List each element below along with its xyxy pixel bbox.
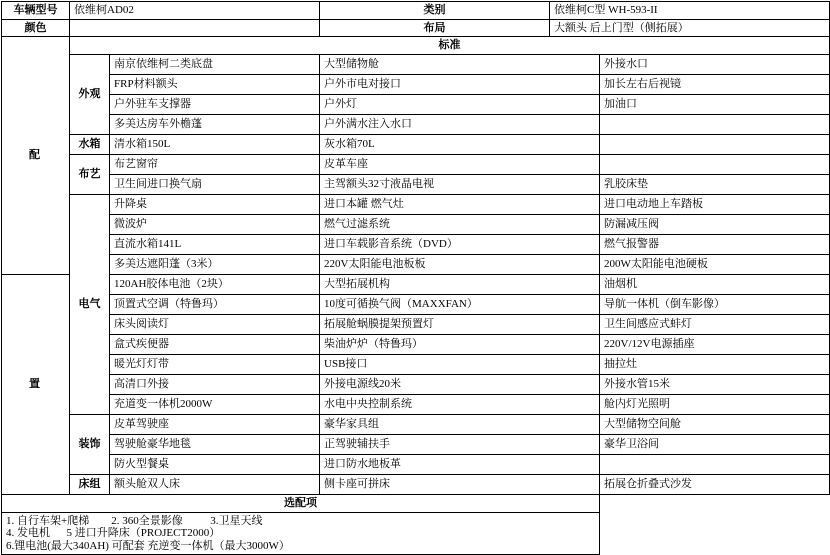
header-row-color (2, 19, 830, 37)
spec-item: 豪华卫浴间 (600, 434, 830, 454)
spec-item: 10度可循换气阀（MAXXFAN） (320, 294, 600, 314)
spec-item: 盒式疾便器 (110, 334, 320, 354)
spec-item: 皮革驾驶座 (110, 414, 320, 434)
side-label-top: 配 (2, 37, 70, 275)
spec-item: 卫生间感应式蚌灯 (600, 314, 830, 334)
standard-banner: 标准 (70, 37, 830, 55)
layout-value: 大额头 后上门型（侧拓展） (550, 19, 830, 37)
spec-item: 220V太阳能电池板板 (320, 254, 600, 274)
group-label-electrical: 电气 (70, 194, 110, 414)
spec-item: 正驾驶辅扶手 (320, 434, 600, 454)
options-title-row (2, 494, 830, 512)
spec-table (1, 1, 830, 555)
options-list (2, 512, 600, 555)
header-row-model (2, 2, 830, 20)
standard-banner-row (2, 37, 830, 55)
table-row (2, 274, 830, 294)
spec-item: 户外灯 (320, 94, 600, 114)
options-body-row (2, 512, 830, 555)
spec-item: 水电中央控制系统 (320, 394, 600, 414)
spec-item: USB接口 (320, 354, 600, 374)
table-row (2, 254, 830, 274)
spec-item: 外接电源线20米 (320, 374, 600, 394)
table-row (2, 474, 830, 494)
spec-item: 额头舱双人床 (110, 474, 320, 494)
table-row (2, 374, 830, 394)
table-row (2, 174, 830, 194)
table-row (2, 354, 830, 374)
spec-item: 豪华家具组 (320, 414, 600, 434)
spec-item: 油烟机 (600, 274, 830, 294)
spec-item: 南京依维柯二类底盘 (110, 54, 320, 74)
group-label-watertank: 水箱 (70, 134, 110, 154)
spec-item: 皮革车座 (320, 154, 600, 174)
spec-item: 柴油炉炉（特鲁玛） (320, 334, 600, 354)
spec-item: 主驾额头32寸液晶电视 (320, 174, 600, 194)
spec-item: 拓展仓折叠式沙发 (600, 474, 830, 494)
spec-item: 进口车载影音系统（DVD） (320, 234, 600, 254)
table-row (2, 114, 830, 134)
spec-item: 驾驶舱豪华地毯 (110, 434, 320, 454)
spec-item: 舱内灯光照明 (600, 394, 830, 414)
spec-item: 充道变一体机2000W (110, 394, 320, 414)
table-row (2, 94, 830, 114)
spec-item: 高清口外接 (110, 374, 320, 394)
options-line: 4. 发电机 5 进口升降床（PROJECT2000） (6, 527, 221, 540)
spec-item: 户外市电对接口 (320, 74, 600, 94)
group-label-fabric: 布艺 (70, 154, 110, 194)
spec-item: 导航一体机（倒车影像） (600, 294, 830, 314)
table-row (2, 154, 830, 174)
table-row (2, 434, 830, 454)
spec-item: 进口本罐 燃气灶 (320, 194, 600, 214)
table-row (2, 334, 830, 354)
spec-item: 进口电动地上车踏板 (600, 194, 830, 214)
spec-item: 120AH胶体电池（2块） (110, 274, 320, 294)
table-row (2, 54, 830, 74)
spec-sheet (0, 1, 830, 552)
color-label: 颜色 (2, 19, 70, 37)
spec-item: 布艺窗帘 (110, 154, 320, 174)
table-row (2, 74, 830, 94)
spec-item: 暖光灯灯带 (110, 354, 320, 374)
table-row (2, 214, 830, 234)
layout-label: 布局 (320, 19, 550, 37)
spec-item: 大型储物空间舱 (600, 414, 830, 434)
spec-item: 户外满水注入水口 (320, 114, 600, 134)
table-row (2, 314, 830, 334)
spec-item (600, 454, 830, 474)
options-line: 6.锂电池(最大340AH) 可配套 充逆变一体机（最大3000W） (6, 539, 290, 552)
spec-item: 床头阅读灯 (110, 314, 320, 334)
spec-item: 卫生间进口换气扇 (110, 174, 320, 194)
table-row (2, 134, 830, 154)
table-row (2, 194, 830, 214)
spec-item: 燃气过滤系统 (320, 214, 600, 234)
table-row (2, 234, 830, 254)
color-value (70, 19, 320, 37)
category-label: 类别 (320, 2, 550, 20)
spec-item (600, 114, 830, 134)
spec-item: 大型储物舱 (320, 54, 600, 74)
spec-item: 进口防水地板革 (320, 454, 600, 474)
category-value: 依维柯C型 WH-593-II (550, 2, 830, 20)
spec-item: 多美达房车外檐蓬 (110, 114, 320, 134)
spec-item: 燃气报警器 (600, 234, 830, 254)
spec-item: 侧卡座可拼床 (320, 474, 600, 494)
spec-item: 拓展舱蜗膜提架预置灯 (320, 314, 600, 334)
spec-item: 升降桌 (110, 194, 320, 214)
table-row (2, 294, 830, 314)
options-title: 选配项 (2, 494, 600, 512)
spec-item: 灰水箱70L (320, 134, 600, 154)
group-label-decoration: 装饰 (70, 414, 110, 474)
spec-item: 加油口 (600, 94, 830, 114)
model-label: 车辆型号 (2, 2, 70, 20)
table-row (2, 414, 830, 434)
spec-item: 顶置式空调（特鲁玛） (110, 294, 320, 314)
group-label-beds: 床组 (70, 474, 110, 494)
spec-item: 抽拉灶 (600, 354, 830, 374)
spec-item (600, 134, 830, 154)
spec-item: 户外驻车支撑器 (110, 94, 320, 114)
options-line: 1. 自行车架+爬梯 2. 360全景影像 3.卫星天线 (6, 514, 263, 527)
spec-item: 多美达遮阳蓬（3米） (110, 254, 320, 274)
spec-item: FRP材料额头 (110, 74, 320, 94)
spec-item: 大型拓展机构 (320, 274, 600, 294)
side-label-bottom: 置 (2, 274, 70, 494)
spec-item: 乳胶床垫 (600, 174, 830, 194)
spec-item (600, 154, 830, 174)
spec-item: 220V/12V电源插座 (600, 334, 830, 354)
table-row (2, 454, 830, 474)
spec-item: 直流水箱141L (110, 234, 320, 254)
spec-item: 外接水管15米 (600, 374, 830, 394)
spec-item: 清水箱150L (110, 134, 320, 154)
spec-item: 防漏减压阀 (600, 214, 830, 234)
group-label-exterior: 外观 (70, 54, 110, 134)
spec-item: 外接水口 (600, 54, 830, 74)
table-row (2, 394, 830, 414)
spec-item: 加长左右后视镜 (600, 74, 830, 94)
spec-item: 微波炉 (110, 214, 320, 234)
model-value: 依维柯AD02 (70, 2, 320, 20)
spec-item: 防火型餐桌 (110, 454, 320, 474)
spec-item: 200W太阳能电池硬板 (600, 254, 830, 274)
